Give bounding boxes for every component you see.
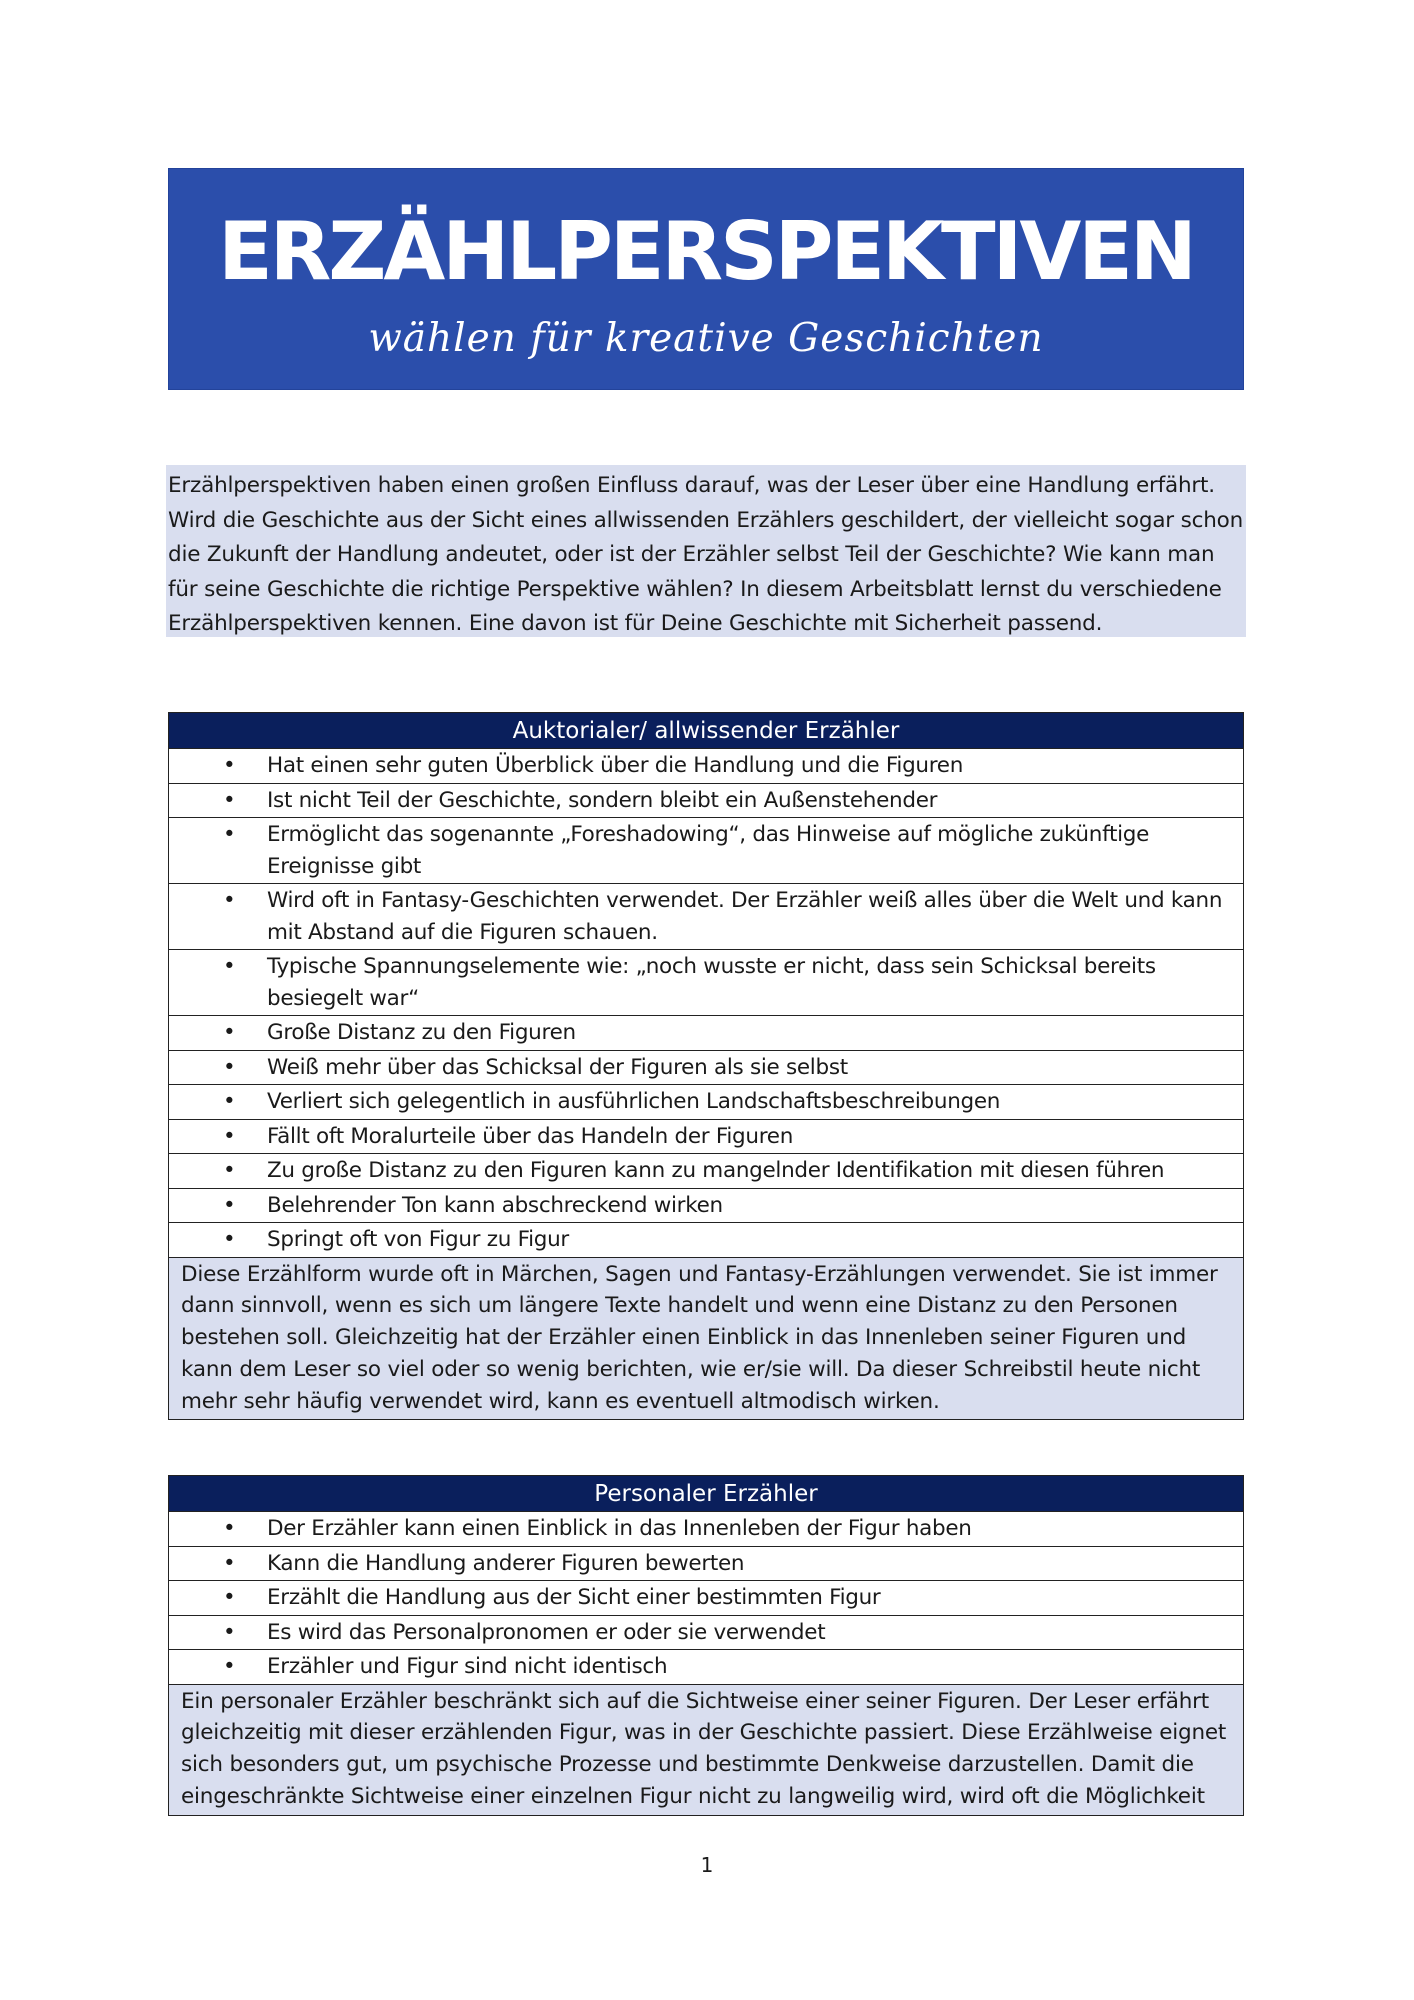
bullet-icon: • [223,1654,236,1679]
list-item [169,1616,1243,1651]
bullet-icon: • [223,1020,236,1045]
list-item-text: Ist nicht Teil der Geschichte, sondern bleibt ein Außenstehender [267,787,938,813]
list-item [169,749,1243,784]
personal-table [168,1475,1244,1816]
list-item [169,784,1243,819]
list-item [169,1154,1243,1189]
auktorial-table [168,712,1244,1420]
title-banner [168,168,1244,390]
bullet-icon: • [223,1089,236,1114]
list-item [169,1512,1243,1547]
list-item [169,1085,1243,1120]
list-item-text: Springt oft von Figur zu Figur [267,1227,569,1252]
list-item [169,1016,1243,1051]
list-item [169,884,1243,950]
list-item [169,1051,1243,1086]
list-item-text: Fällt oft Moralurteile über das Handeln der Figuren [267,1123,794,1149]
list-item-text: Belehrender Ton kann abschreckend wirken [267,1192,723,1218]
bullet-icon: • [223,1227,236,1252]
bullet-icon: • [223,1192,236,1218]
list-item-text: Hat einen sehr guten Überblick über die Handlung und die Figuren [267,753,964,778]
list-item [169,1120,1243,1155]
bullet-icon: • [223,753,236,778]
list-item-text: Erzählt die Handlung aus der Sicht einer bestimmten Figur [267,1585,881,1610]
page-subtitle: wählen für kreative Geschichten [368,316,1044,361]
list-item [169,1650,1243,1685]
auktorial-table-header: Auktorialer/ allwissender Erzähler [169,713,1243,749]
list-item-text: Erzähler und Figur sind nicht identisch [267,1654,668,1679]
bullet-icon: • [223,1158,236,1183]
personal-table-header: Personaler Erzähler [169,1476,1243,1512]
list-item-text: Wird oft in Fantasy-Geschichten verwendet. Der Erzähler weiß alles über die Welt und kann mit Abstand auf die Figuren schauen. [267,888,1223,945]
list-item-text: Weiß mehr über das Schicksal der Figuren als sie selbst [267,1054,848,1080]
list-item-text: Es wird das Personalpronomen er oder sie verwendet [267,1619,826,1645]
bullet-icon: • [223,1619,236,1645]
list-item [169,1581,1243,1616]
bullet-icon: • [223,1516,236,1541]
list-item-text: Typische Spannungselemente wie: „noch wusste er nicht, dass sein Schicksal bereits besiegelt war“ [267,954,1156,1011]
bullet-icon: • [223,787,236,813]
list-item-text: Kann die Handlung anderer Figuren bewerten [267,1550,745,1576]
list-item [169,950,1243,1016]
bullet-icon: • [223,1585,236,1610]
bullet-icon: • [223,1550,236,1576]
list-item [169,1547,1243,1582]
bullet-icon: • [223,1123,236,1149]
list-item-text: Verliert sich gelegentlich in ausführlichen Landschaftsbeschreibungen [267,1089,1001,1114]
bullet-icon: • [223,888,236,913]
bullet-icon: • [223,954,236,979]
list-item-text: Ermöglicht das sogenannte „Foreshadowing“, das Hinweise auf mögliche zukünftige Ereignisse gibt [267,822,1150,879]
auktorial-description: Diese Erzählform wurde oft in Märchen, Sagen und Fantasy-Erzählungen verwendet. Sie ist immer dann sinnvoll, wenn es sich um längere Texte handelt und wenn eine Distanz zu den Personen bestehen soll. Gleichzeitig hat der Erzähler einen Einblick in das Innenleben seiner Figuren und kann dem Leser so viel oder so wenig berichten, wie er/sie will. Da dieser Schreibstil heute nicht mehr sehr häufig verwendet wird, kann es eventuell altmodisch wirken. [169,1258,1243,1421]
page-title: ERZÄHLPERSPEKTIVEN [218,205,1194,298]
personal-description: Ein personaler Erzähler beschränkt sich auf die Sichtweise einer seiner Figuren. Der Leser erfährt gleichzeitig mit dieser erzählenden Figur, was in der Geschichte passiert. Diese Erzählweise eignet sich besonders gut, um psychische Prozesse und bestimmte Denkweise darzustellen. Damit die eingeschränkte Sichtweise einer einzelnen Figur nicht zu langweilig wird, wird oft die Möglichkeit [169,1685,1243,1816]
list-item [169,1189,1243,1224]
intro-paragraph: Erzählperspektiven haben einen großen Einfluss darauf, was der Leser über eine Handlung erfährt. Wird die Geschichte aus der Sicht eines allwissenden Erzählers geschildert, der vielleicht sogar schon die Zukunft der Handlung andeutet, oder ist der Erzähler selbst Teil der Geschichte? Wie kann man für seine Geschichte die richtige Perspektive wählen? In diesem Arbeitsblatt lernst du verschiedene Erzählperspektiven kennen. Eine davon ist für Deine Geschichte mit Sicherheit passend. [166,465,1246,637]
page-number: 1 [700,1853,714,1877]
list-item-text: Der Erzähler kann einen Einblick in das Innenleben der Figur haben [267,1516,972,1541]
bullet-icon: • [223,822,236,847]
list-item [169,1223,1243,1258]
list-item-text: Zu große Distanz zu den Figuren kann zu mangelnder Identifikation mit diesen führen [267,1158,1165,1183]
list-item-text: Große Distanz zu den Figuren [267,1020,576,1045]
bullet-icon: • [223,1054,236,1080]
list-item [169,818,1243,884]
